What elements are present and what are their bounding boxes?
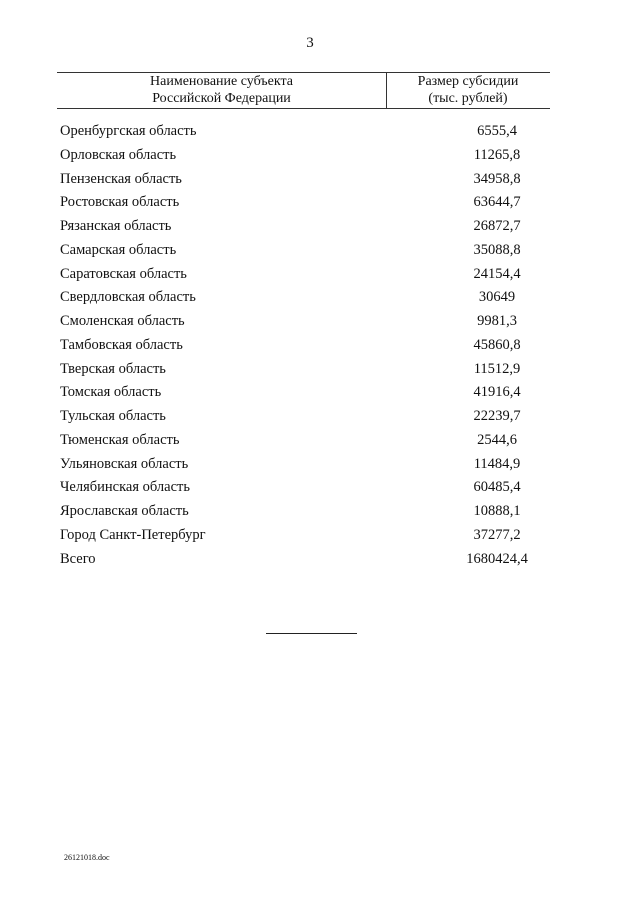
column-header-region-line1: Наименование субъекта	[150, 74, 293, 89]
subsidy-value: 30649	[478, 289, 516, 306]
region-name: Челябинская область	[60, 479, 190, 496]
table-row	[60, 191, 520, 215]
end-of-document-rule	[266, 633, 357, 634]
table-row	[60, 263, 520, 287]
footer-filename: 26121018.doc	[64, 853, 110, 862]
region-name: Рязанская область	[60, 218, 172, 234]
table-row	[60, 286, 520, 310]
table-row	[60, 358, 520, 382]
subsidy-value: 11484,9	[473, 455, 521, 472]
table-body	[60, 120, 528, 571]
region-name: Самарская область	[60, 241, 177, 258]
region-name: Смоленская область	[60, 313, 185, 329]
column-header-region-line2: Российской Федерации	[152, 91, 291, 106]
subsidy-value: 1680424,4	[466, 550, 528, 567]
region-name: Свердловская область	[60, 289, 196, 306]
subsidy-value: 60485,4	[473, 479, 521, 496]
column-header-subsidy-line1: Размер субсидии	[417, 74, 519, 89]
table-row	[60, 429, 520, 453]
table-row	[60, 500, 520, 524]
region-name: Город Санкт-Петербург	[60, 526, 206, 543]
subsidy-value: 11512,9	[473, 360, 521, 377]
region-name: Тульская область	[60, 408, 166, 424]
table-row	[60, 548, 528, 572]
table-row	[60, 405, 520, 429]
table-row	[60, 453, 520, 477]
subsidy-value: 34958,8	[473, 170, 521, 187]
subsidy-value: 2544,6	[477, 431, 517, 448]
table-row	[60, 524, 520, 548]
subsidy-value: 45860,8	[473, 336, 521, 353]
subsidy-value: 10888,1	[473, 503, 521, 519]
subsidy-value: 24154,4	[473, 265, 521, 282]
table-row	[60, 144, 520, 168]
table-row	[60, 168, 520, 192]
table-row	[60, 476, 520, 500]
column-header-subsidy-line2: (тыс. рублей)	[428, 91, 508, 106]
table-row	[60, 334, 520, 358]
region-name: Тамбовская область	[60, 336, 183, 353]
subsidy-value: 9981,3	[477, 313, 517, 329]
region-name: Орловская область	[60, 146, 177, 163]
page-number: 3	[306, 35, 314, 51]
subsidy-value: 41916,4	[473, 384, 521, 401]
column-header-region	[57, 73, 386, 107]
region-name: Всего	[60, 550, 96, 567]
subsidy-value: 63644,7	[473, 194, 521, 211]
region-name: Саратовская область	[60, 265, 187, 282]
region-name: Ярославская область	[60, 503, 189, 519]
region-name: Тверская область	[60, 360, 166, 377]
region-name: Ростовская область	[60, 194, 180, 211]
subsidy-value: 22239,7	[473, 408, 521, 424]
subsidy-value: 6555,4	[477, 123, 517, 139]
table-header-rule	[57, 108, 550, 109]
region-name: Ульяновская область	[60, 455, 189, 472]
table-row	[60, 381, 520, 405]
table-row	[60, 310, 520, 334]
table-row	[60, 120, 520, 144]
subsidy-value: 37277,2	[473, 526, 521, 543]
table-row	[60, 239, 520, 263]
region-name: Оренбургская область	[60, 123, 197, 139]
subsidy-value: 26872,7	[473, 218, 521, 234]
region-name: Тюменская область	[60, 431, 180, 448]
column-header-subsidy	[386, 73, 550, 107]
table-row	[60, 215, 520, 239]
subsidy-value: 11265,8	[473, 146, 521, 163]
subsidy-value: 35088,8	[473, 241, 521, 258]
region-name: Пензенская область	[60, 170, 182, 187]
region-name: Томская область	[60, 384, 162, 401]
